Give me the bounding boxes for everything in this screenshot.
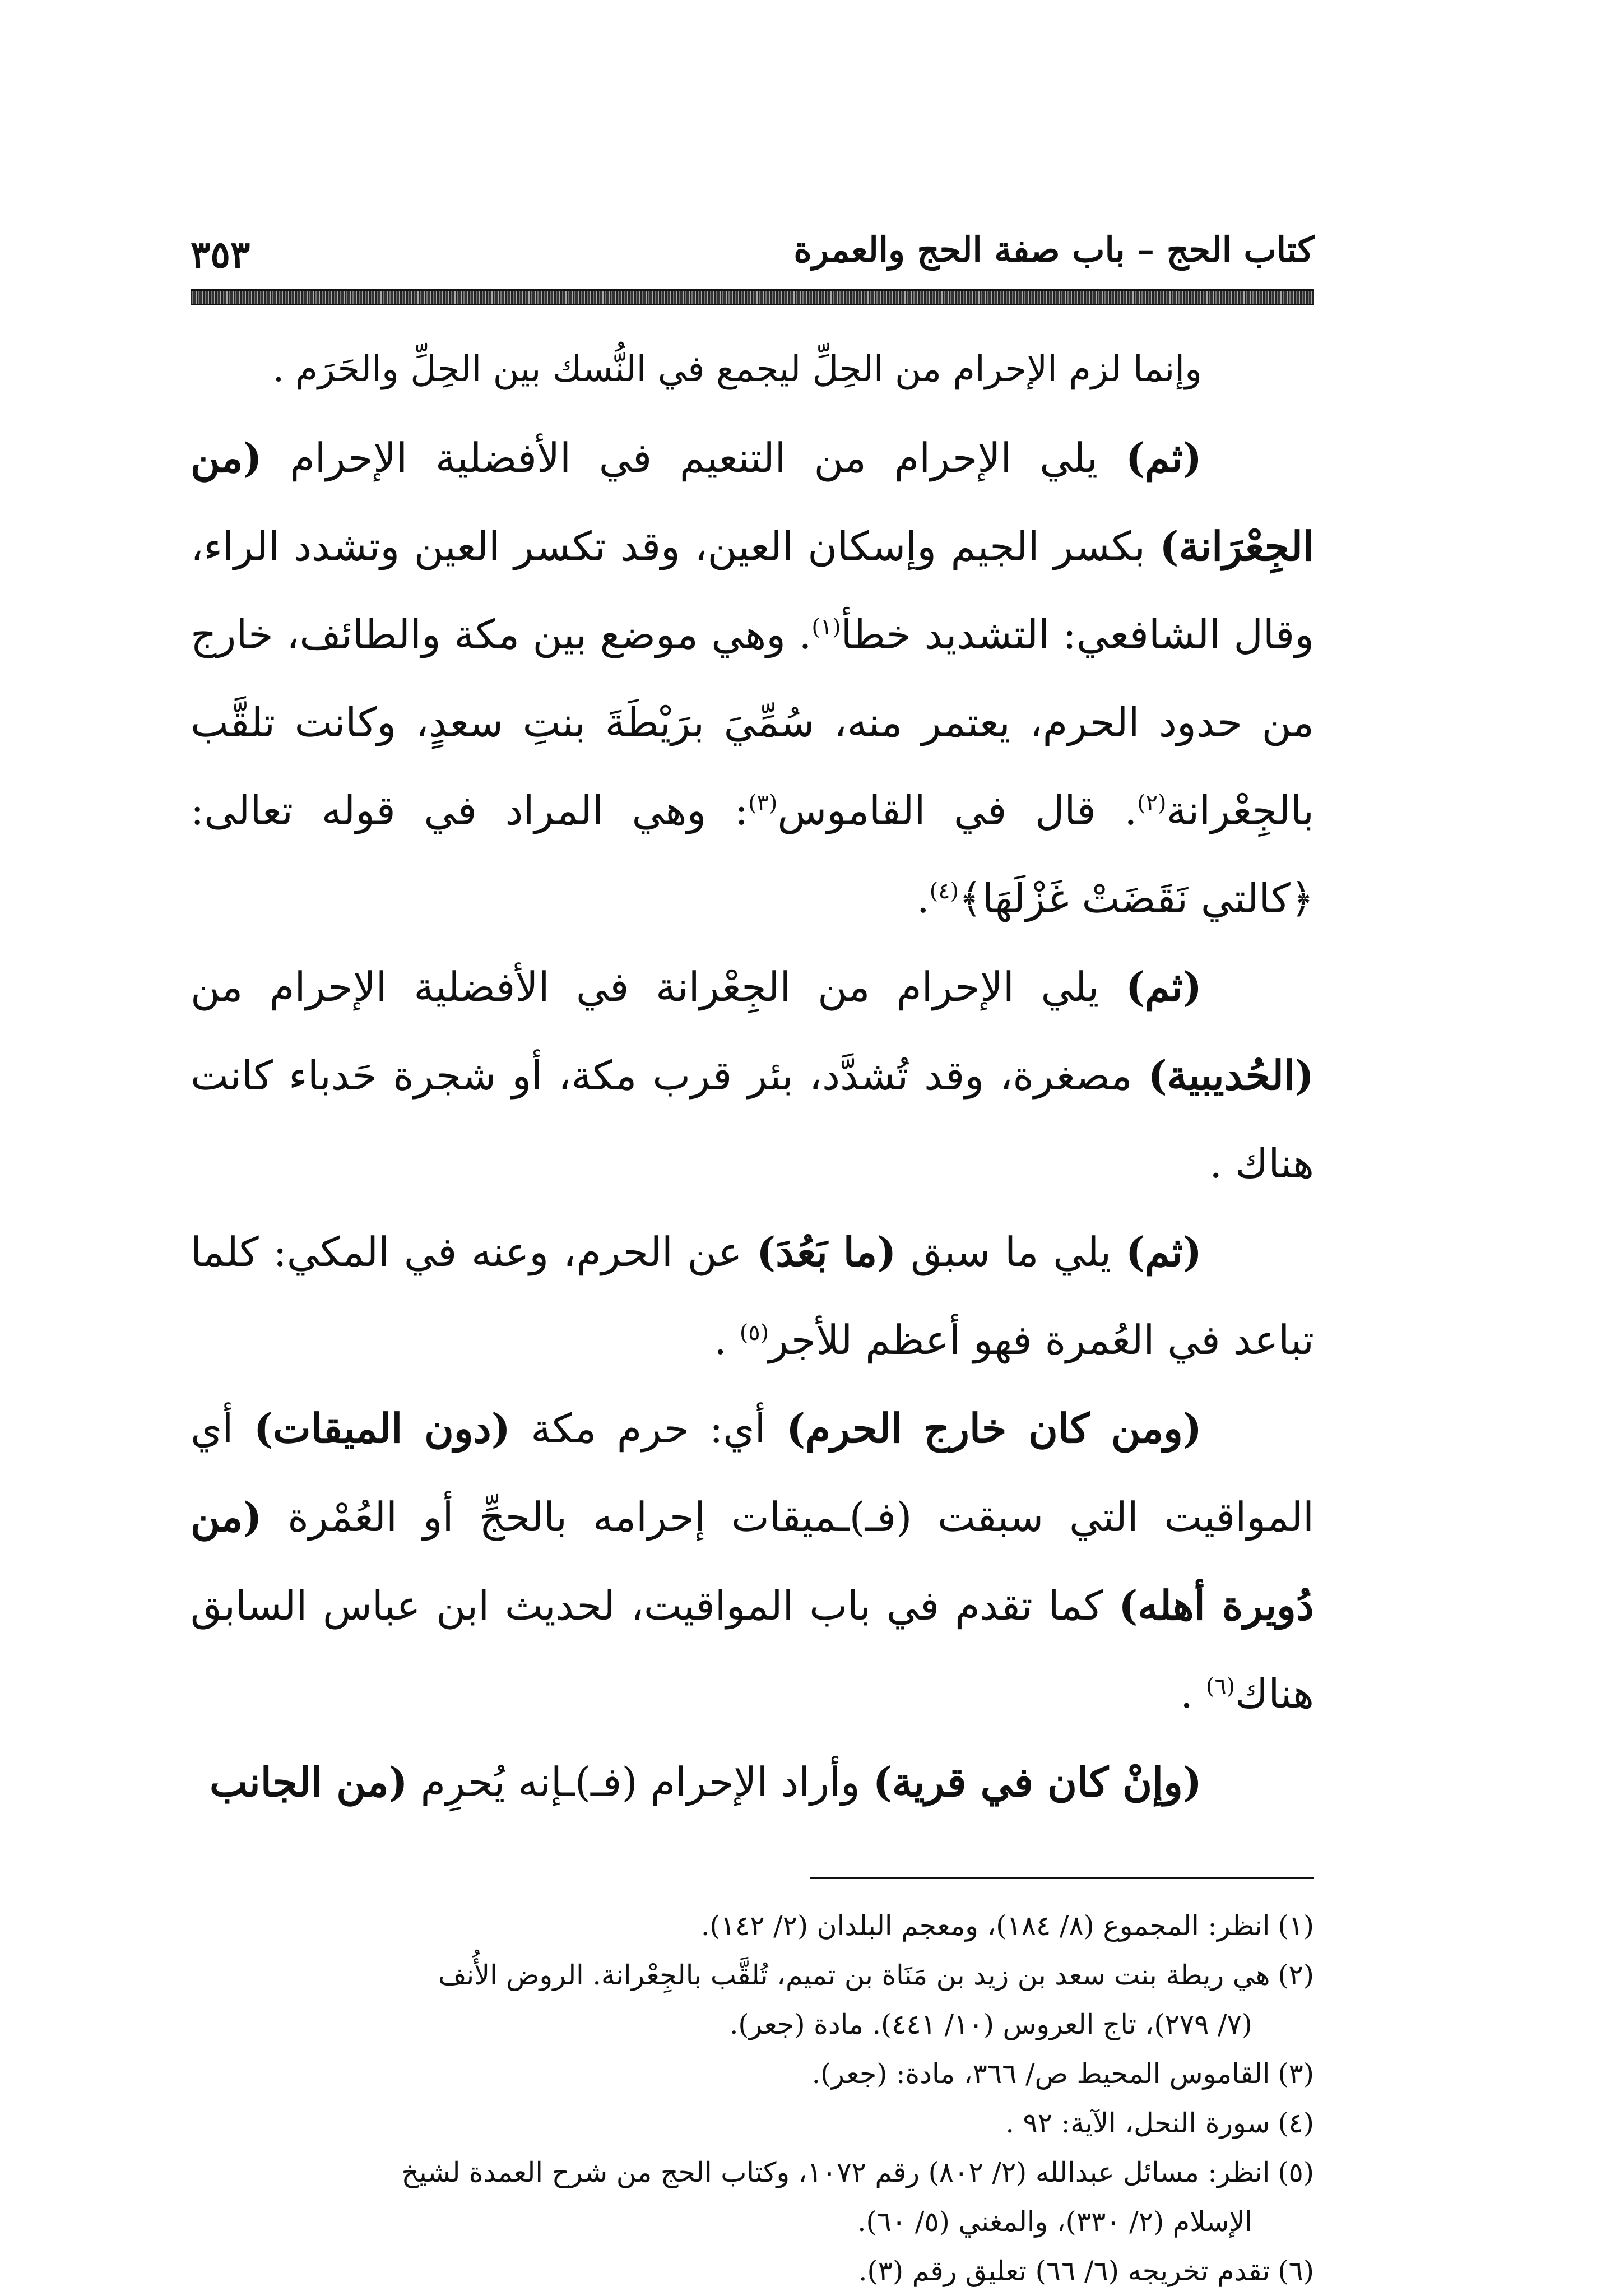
footnote-ref[interactable]: (٥)	[739, 1320, 769, 1346]
footnote-ref[interactable]: (٣)	[748, 790, 778, 816]
bold-term: (ومن كان خارج الحرم)	[786, 1404, 1202, 1452]
footnote-ref[interactable]: (٢)	[1137, 790, 1167, 816]
paragraph-text: .	[1180, 1670, 1206, 1717]
footnote-separator	[810, 1877, 1314, 1879]
paragraph-text: وأراد الإحرام (فـ)ـإنه يُحرِم	[407, 1759, 873, 1806]
header-rule	[191, 289, 1314, 305]
footnote-text: القاموس المحيط ص/ ٣٦٦، مادة: (جعر).	[811, 2058, 1270, 2090]
page-number: ٣٥٣	[191, 233, 250, 276]
bold-term: (من الجِعْرَانة)	[191, 434, 1314, 570]
footnote-ref[interactable]: (١)	[811, 614, 841, 640]
footnote-text: سورة النحل، الآية: ٩٢ .	[1005, 2107, 1270, 2139]
page-header	[191, 219, 1314, 286]
bold-term: (ما بَعُدَ)	[756, 1228, 897, 1275]
footnote-ref[interactable]: (٦)	[1205, 1673, 1236, 1699]
bold-term: (ثم)	[1125, 1228, 1202, 1275]
running-title: كتاب الحج – باب صفة الحج والعمرة	[793, 229, 1314, 270]
footnote-number: (٥)	[1278, 2156, 1314, 2188]
footnote-5	[191, 2148, 1314, 2197]
main-text	[191, 326, 1314, 1826]
paragraph-text: يلي ما سبق	[896, 1228, 1126, 1275]
footnotes	[191, 1901, 1314, 2296]
paragraph-text: بكسر الجيم وإسكان العين، وقد تكسر العين وتشدد الراء، وقال الشافعي: التشديد خطأ	[191, 523, 1314, 658]
bold-term: (ثم)	[1125, 434, 1202, 481]
footnote-number: (١)	[1278, 1910, 1314, 1942]
paragraph-3	[191, 943, 1314, 1208]
footnote-text: تقدم تخريجه (٦/ ٦٦) تعليق رقم (٣).	[858, 2255, 1270, 2287]
bold-term: (من دُويرة أهله)	[191, 1493, 1314, 1629]
bold-term: (ثم)	[1125, 963, 1202, 1010]
bold-term: (من الجانب	[209, 1758, 408, 1806]
footnote-number: (٢)	[1278, 1959, 1314, 1991]
footnote-number: (٣)	[1278, 2058, 1314, 2090]
footnote-ref[interactable]: (٤)	[929, 878, 959, 904]
paragraph-text: : وهي المراد في قوله تعالى: ﴿كالتي نَقَضَتْ غَزْلَهَا﴾	[191, 787, 1314, 922]
footnote-6	[191, 2247, 1314, 2296]
footnote-number: (٦)	[1278, 2255, 1314, 2287]
paragraph-text: يلي الإحرام من التنعيم في الأفضلية الإحرام	[262, 434, 1126, 481]
paragraph-1: وإنما لزم الإحرام من الحِلِّ ليجمع في النُّسك بين الحِلِّ والحَرَم .	[272, 349, 1202, 390]
paragraph-text: مصغرة، وقد تُشدَّد، بئر قرب مكة، أو شجرة حَدباء كانت هناك .	[191, 1052, 1314, 1187]
footnote-2-continued: (٧/ ٢٧٩)، تاج العروس (١٠/ ٤٤١). مادة (جعر).	[729, 2009, 1252, 2040]
book-page	[191, 219, 1314, 2296]
paragraph-2	[191, 414, 1314, 943]
paragraph-text: عن الحرم، وعنه في المكي: كلما تباعد في العُمرة فهو أعظم للأجر	[191, 1228, 1314, 1363]
paragraph-text: أي المواقيت التي سبقت (فـ)ـميقات إحرامه بالحجِّ أو العُمْرة	[191, 1405, 1314, 1541]
paragraph-text: .	[714, 1316, 740, 1363]
paragraph-text: أي: حرم مكة	[510, 1405, 787, 1452]
footnote-text: هي ريطة بنت سعد بن زيد بن مَنَاة بن تميم، تُلقَّب بالجِعْرانة. الروض الأُنف	[438, 1959, 1270, 1991]
paragraph-text: .	[916, 875, 930, 922]
footnote-3	[191, 2049, 1314, 2099]
footnote-text: انظر: مسائل عبدالله (٢/ ٨٠٢) رقم ١٠٧٢، وكتاب الحج من شرح العمدة لشيخ	[401, 2156, 1270, 2188]
paragraph-6	[191, 1738, 1314, 1826]
footnote-number: (٤)	[1278, 2107, 1314, 2139]
footnote-2	[191, 1951, 1314, 2000]
footnote-5-continued: الإسلام (٢/ ٣٣٠)، والمغني (٥/ ٦٠).	[857, 2206, 1252, 2238]
paragraph-text: . وهي موضع بين مكة والطائف، خارج من حدود الحرم، يعتمر منه، سُمِّيَ برَيْطَةَ بنتِ سعدٍ، وكانت تلقَّب بالجِعْرانة	[191, 611, 1315, 834]
bold-term: (الحُديبية)	[1148, 1051, 1314, 1099]
footnote-4	[191, 2099, 1314, 2148]
bold-term: (دون الميقات)	[253, 1404, 510, 1452]
paragraph-text: يلي الإحرام من الجِعْرانة في الأفضلية الإحرام من	[191, 963, 1126, 1010]
footnote-1	[191, 1901, 1314, 1951]
paragraph-text: . قال في القاموس	[777, 787, 1138, 834]
paragraph-4	[191, 1208, 1314, 1384]
paragraph-text: كما تقدم في باب المواقيت، لحديث ابن عباس السابق هناك	[191, 1582, 1314, 1717]
paragraph-5	[191, 1384, 1314, 1738]
bold-term: (وإنْ كان في قرية)	[872, 1758, 1202, 1806]
footnote-text: انظر: المجموع (٨/ ١٨٤)، ومعجم البلدان (٢/ ١٤٢).	[700, 1910, 1270, 1942]
